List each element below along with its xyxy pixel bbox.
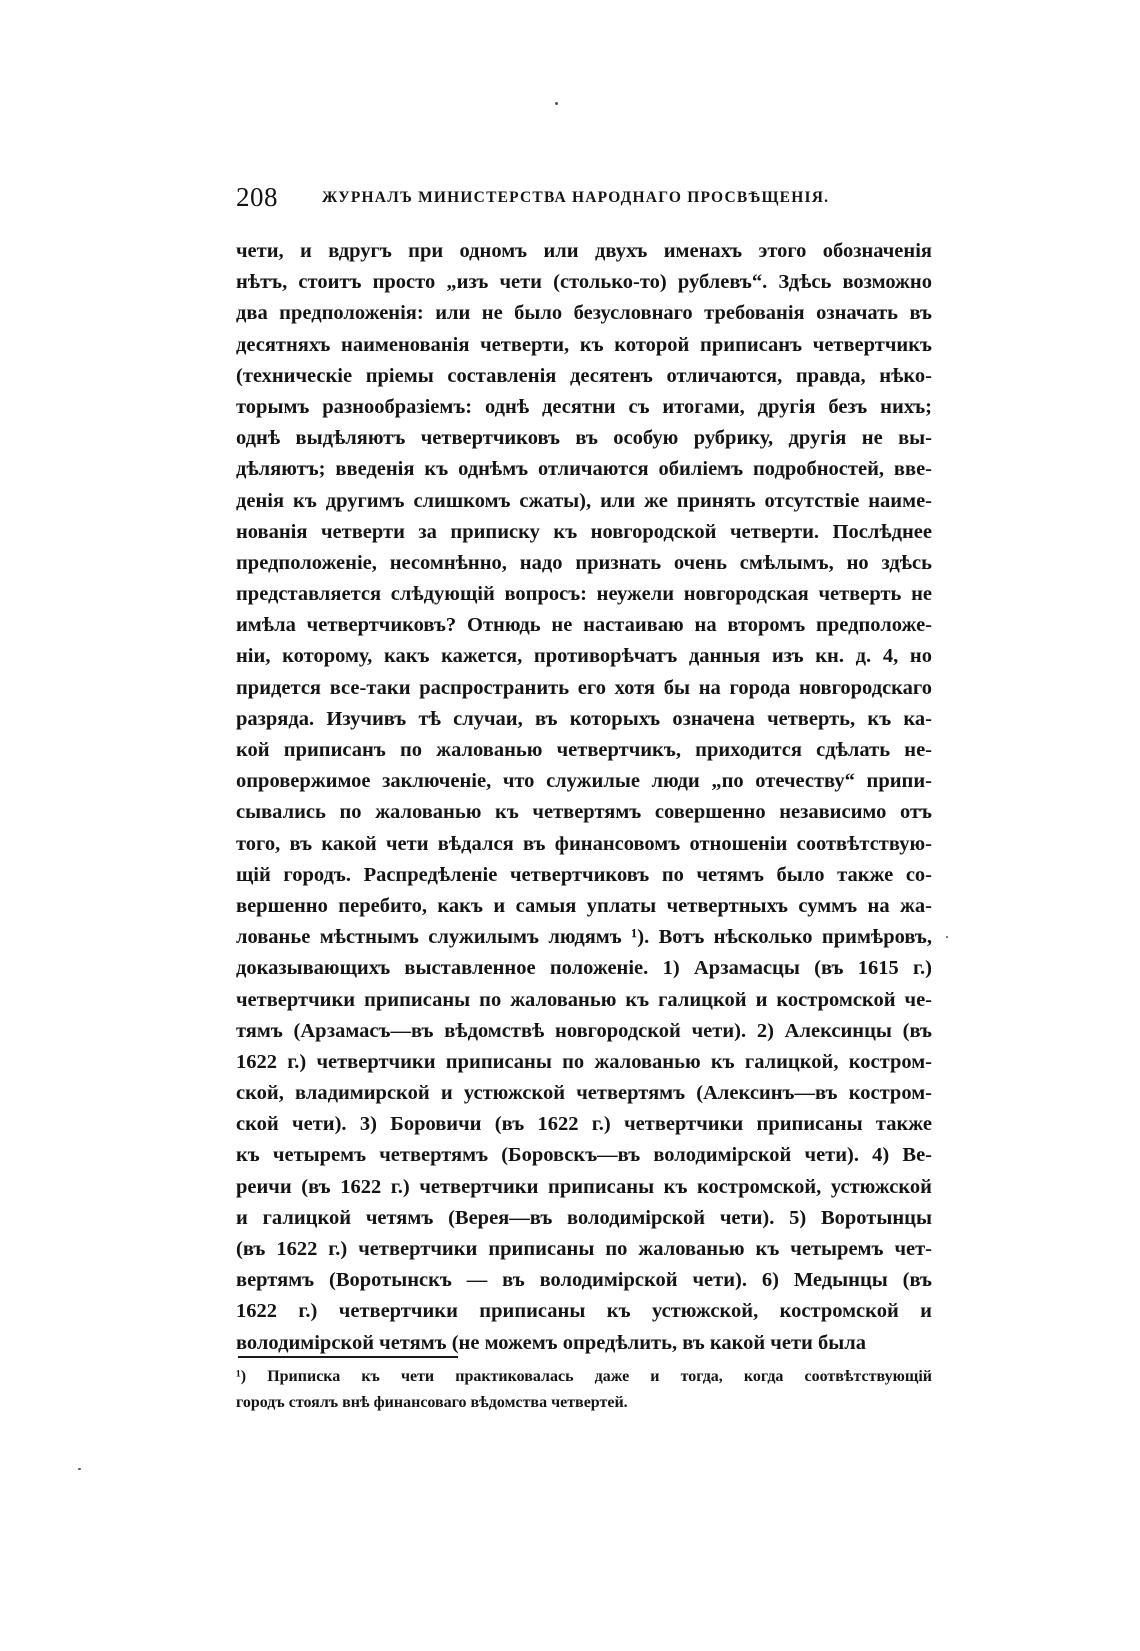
footnote-line: ¹) Приписка къ чети практиковалась даже и тогда, когда соотвѣтствующій bbox=[236, 1368, 932, 1385]
text-line: тямъ (Арзамасъ—въ вѣдомствѣ новгородской чети). 2) Алексинцы (въ bbox=[236, 1019, 932, 1042]
text-line: щій городъ. Распредѣленіе четвертчиковъ по четямъ было также со- bbox=[236, 863, 932, 886]
text-line: опровержимое заключеніе, что служилые люди „по отечеству“ припи- bbox=[236, 770, 932, 793]
text-line: реичи (въ 1622 г.) четвертчики приписаны къ костромской, устюжской bbox=[236, 1175, 932, 1198]
scan-speck bbox=[555, 102, 558, 105]
page-number: 208 bbox=[236, 182, 278, 212]
text-line: того, въ какой чети вѣдался въ финансовомъ отношеніи соотвѣтствую- bbox=[236, 832, 932, 855]
text-line: нѣтъ, стоитъ просто „изъ чети (столько-то) рублевъ“. Здѣсь возможно bbox=[236, 271, 932, 294]
text-line: сывались по жалованью къ четвертямъ совершенно независимо отъ bbox=[236, 801, 932, 824]
text-line: 1622 г.) четвертчики приписаны къ устюжской, костромской и bbox=[236, 1300, 932, 1323]
text-line: 1622 г.) четвертчики приписаны по жалованью къ галицкой, костром- bbox=[236, 1050, 932, 1073]
text-line: два предположенія: или не было безусловнаго требованія означать въ bbox=[236, 302, 932, 325]
footnote bbox=[236, 1364, 932, 1416]
text-line: вертямъ (Воротынскъ — въ володимірской чети). 6) Медынцы (въ bbox=[236, 1269, 932, 1292]
footnote-line: городъ стоялъ внѣ финансоваго вѣдомства четвертей. bbox=[236, 1394, 628, 1411]
text-line: денія къ другимъ слишкомъ сжаты), или же принять отсутствіе наиме- bbox=[236, 489, 932, 512]
text-line: (техническіе пріемы составленія десятенъ отличаются, правда, нѣко- bbox=[236, 364, 932, 387]
body-text bbox=[236, 236, 932, 1359]
text-line: лованье мѣстнымъ служилымъ людямъ ¹). Вотъ нѣсколько примѣровъ, bbox=[236, 926, 932, 949]
text-line: ской чети). 3) Боровичи (въ 1622 г.) четвертчики приписаны также bbox=[236, 1113, 932, 1136]
text-line: ской, владимирской и устюжской четвертямъ (Алексинъ—въ костром- bbox=[236, 1082, 932, 1105]
text-line: кой приписанъ по жалованью четвертчикъ, приходится сдѣлать не- bbox=[236, 739, 932, 761]
text-line: имѣла четвертчиковъ? Отнюдь не настаиваю на второмъ предположе- bbox=[236, 614, 932, 637]
text-line: (въ 1622 г.) четвертчики приписаны по жалованью къ четыремъ чет- bbox=[236, 1238, 932, 1260]
text-line: предположеніе, несомнѣнно, надо признать очень смѣлымъ, но здѣсь bbox=[236, 551, 932, 574]
text-line: нованія четверти за приписку къ новгородской четверти. Послѣднее bbox=[236, 520, 932, 543]
text-line: разряда. Изучивъ тѣ случаи, въ которыхъ означена четверть, къ ка- bbox=[236, 707, 932, 730]
running-title: ЖУРНАЛЪ МИНИСТЕРСТВА НАРОДНАГО ПРОСВѢЩЕНІЯ. bbox=[322, 189, 830, 206]
scan-speck bbox=[78, 1468, 81, 1470]
text-line: представляется слѣдующій вопросъ: неужели новгородская четверть не bbox=[236, 583, 932, 606]
text-line: дѣляютъ; введенія къ однѣмъ отличаются обиліемъ подробностей, вве- bbox=[236, 458, 932, 481]
text-line: четвертчики приписаны по жалованью къ галицкой и костромской че- bbox=[236, 988, 932, 1011]
text-line: однѣ выдѣляютъ четвертчиковъ въ особую рубрику, другія не вы- bbox=[236, 427, 932, 450]
text-line: придется все-таки распространить его хотя бы на города новгородскаго bbox=[236, 676, 932, 699]
text-line: и галицкой четямъ (Верея—въ володимірской чети). 5) Воротынцы bbox=[236, 1206, 932, 1229]
text-line: вершенно перебито, какъ и самыя уплаты четвертныхъ суммъ на жа- bbox=[236, 894, 932, 917]
scan-speck bbox=[946, 936, 948, 938]
text-line: чети, и вдругъ при одномъ или двухъ именахъ этого обозначенія bbox=[236, 240, 932, 262]
text-line: къ четыремъ четвертямъ (Боровскъ—въ володимірской чети). 4) Ве- bbox=[236, 1144, 932, 1167]
text-line: доказывающихъ выставленное положеніе. 1) Арзамасцы (въ 1615 г.) bbox=[236, 957, 932, 980]
footnote-divider bbox=[238, 1356, 458, 1358]
text-line: торымъ разнообразіемъ: однѣ десятни съ итогами, другія безъ нихъ; bbox=[236, 395, 932, 418]
text-line: володимірской четямъ (не можемъ опредѣлить, въ какой чети была bbox=[236, 1331, 866, 1354]
text-line: ніи, которому, какъ кажется, противорѣчатъ данныя изъ кн. д. 4, но bbox=[236, 645, 932, 668]
page-header bbox=[236, 182, 926, 222]
text-line: десятняхъ наименованія четверти, къ которой приписанъ четвертчикъ bbox=[236, 333, 932, 356]
